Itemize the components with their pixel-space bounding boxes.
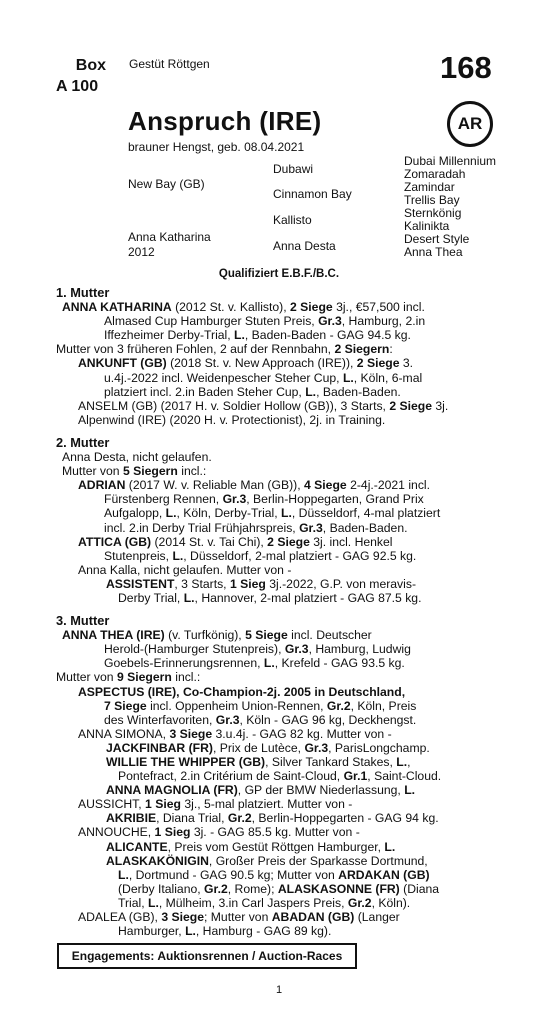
section-heading: 2. Mutter xyxy=(56,434,110,450)
horse-description: brauner Hengst, geb. 08.04.2021 xyxy=(128,140,305,154)
breeder-name: Gestüt Röttgen xyxy=(129,57,210,71)
text-line: ADRIAN (2017 W. v. Reliable Man (GB)), 4 Siege 2-4j.-2021 incl. xyxy=(78,478,431,493)
pedigree-g3: Dubai Millennium xyxy=(404,154,497,168)
pedigree-g2: Cinnamon Bay xyxy=(273,187,352,201)
lot-number: 168 xyxy=(440,50,492,85)
section-heading: 3. Mutter xyxy=(56,613,110,629)
engagements-box: Engagements: Auktionsrennen / Auction-Races xyxy=(57,943,357,969)
pedigree-g2: Kallisto xyxy=(273,213,312,227)
horse-name: Anspruch (IRE) xyxy=(128,106,322,136)
text-line: ANNA THEA (IRE) (v. Turfkönig), 5 Siege incl. Deutscher xyxy=(62,628,372,643)
text-line: u.4j.-2022 incl. Weidenpescher Steher Cup, L., Köln, 6-mal xyxy=(104,370,423,385)
text-line: des Winterfavoriten, Gr.3, Köln - GAG 96 kg, Deckhengst. xyxy=(104,712,417,727)
text-line: ANNA KATHARINA (2012 St. v. Kallisto), 2 Siege 3j., €57,500 incl. xyxy=(62,300,425,315)
pedigree-g3: Anna Thea xyxy=(404,245,463,259)
box-label: Box xyxy=(75,57,106,74)
text-line: Goebels-Erinnerungsrennen, L., Krefeld - GAG 93.5 kg. xyxy=(104,656,405,671)
text-line: ANKUNFT (GB) (2018 St. v. New Approach (IRE)), 2 Siege 3. xyxy=(78,356,414,371)
text-line: platziert incl. 2.in Baden Steher Cup, L., Baden-Baden. xyxy=(104,384,401,399)
text-line: ASPECTUS (IRE), Co-Champion-2j. 2005 in Deutschland, xyxy=(78,684,406,699)
text-line: ANNOUCHE, 1 Sieg 3j. - GAG 85.5 kg. Mutter von - xyxy=(78,825,360,840)
text-line: Mutter von 3 früheren Fohlen, 2 auf der Rennbahn, 2 Siegern: xyxy=(56,342,393,357)
text-line: Anna Desta, nicht gelaufen. xyxy=(62,450,212,465)
text-line: Hamburger, L., Hamburg - GAG 89 kg). xyxy=(118,924,332,939)
pedigree-dam-year: 2012 xyxy=(128,245,155,259)
text-line: 7 Siege incl. Oppenheim Union-Rennen, Gr.2, Köln, Preis xyxy=(104,698,417,713)
text-line: Trial, L., Mülheim, 3.in Carl Jaspers Preis, Gr.2, Köln). xyxy=(118,895,411,910)
text-line: Herold-(Hamburger Stutenpreis), Gr.3, Hamburg, Ludwig xyxy=(104,642,411,657)
pedigree-g3: Desert Style xyxy=(404,232,470,246)
pedigree-g2: Dubawi xyxy=(273,162,314,176)
text-line: L., Dortmund - GAG 90.5 kg; Mutter von ARDAKAN (GB) xyxy=(118,867,430,882)
box-code: A 100 xyxy=(56,78,99,95)
text-line: ALASKAKÖNIGIN, Großer Preis der Sparkasse Dortmund, xyxy=(106,853,428,868)
text-line: AKRIBIE, Diana Trial, Gr.2, Berlin-Hoppegarten - GAG 94 kg. xyxy=(106,811,439,826)
text-line: Aufgalopp, L., Köln, Derby-Trial, L., Düsseldorf, 4-mal platziert xyxy=(104,506,441,521)
text-line: ANNA SIMONA, 3 Siege 3.u.4j. - GAG 82 kg. Mutter von - xyxy=(78,726,392,741)
text-line: Iffezheimer Derby-Trial, L., Baden-Baden - GAG 94.5 kg. xyxy=(104,328,411,343)
text-line: Mutter von 9 Siegern incl.: xyxy=(56,670,201,685)
text-line: ANSELM (GB) (2017 H. v. Soldier Hollow (GB)), 3 Starts, 2 Siege 3j. xyxy=(78,398,449,413)
section-heading: 1. Mutter xyxy=(56,285,110,300)
qualification-note: Qualifiziert E.B.F./B.C. xyxy=(218,268,340,280)
text-line: Derby Trial, L., Hannover, 2-mal platziert - GAG 87.5 kg. xyxy=(118,590,422,605)
text-line: Fürstenberg Rennen, Gr.3, Berlin-Hoppegarten, Grand Prix xyxy=(104,492,424,507)
pedigree-g2: Anna Desta xyxy=(273,239,336,253)
pedigree-sire: New Bay (GB) xyxy=(128,177,205,191)
text-line: AUSSICHT, 1 Sieg 3j., 5-mal platziert. Mutter von - xyxy=(78,797,353,812)
text-line: JACKFINBAR (FR), Prix de Lutèce, Gr.3, ParisLongchamp. xyxy=(106,740,430,755)
text-line: Mutter von 5 Siegern incl.: xyxy=(62,464,207,479)
text-line: ADALEA (GB), 3 Siege; Mutter von ABADAN (GB) (Langer xyxy=(78,910,400,925)
text-line: Alpenwind (IRE) (2020 H. v. Protectionist), 2j. in Training. xyxy=(78,412,386,427)
text-line: Almased Cup Hamburger Stuten Preis, Gr.3, Hamburg, 2.in xyxy=(104,314,426,329)
text-line: Stutenpreis, L., Düsseldorf, 2-mal platziert - GAG 92.5 kg. xyxy=(104,548,417,563)
text-line: ASSISTENT, 3 Starts, 1 Sieg 3j.-2022, G.P. von meravis- xyxy=(106,576,417,591)
text-line: incl. 2.in Derby Trial Frühjahrspreis, Gr.3, Baden-Baden. xyxy=(104,520,408,535)
text-line: Pontefract, 2.in Critérium de Saint-Cloud, Gr.1, Saint-Cloud. xyxy=(118,769,442,784)
text-line: ANNA MAGNOLIA (FR), GP der BMW Niederlassung, L. xyxy=(106,783,416,798)
pedigree-g3: Trellis Bay xyxy=(404,193,460,207)
pedigree-dam: Anna Katharina xyxy=(128,230,211,244)
text-line: Anna Kalla, nicht gelaufen. Mutter von - xyxy=(78,562,292,577)
ar-badge: AR xyxy=(447,101,493,147)
pedigree-g3: Zamindar xyxy=(404,180,455,194)
pedigree-g3: Kalinikta xyxy=(404,219,450,233)
text-line: ALICANTE, Preis vom Gestüt Röttgen Hamburger, L. xyxy=(106,839,396,854)
pedigree-g3: Sternkönig xyxy=(404,206,462,220)
text-line: WILLIE THE WHIPPER (GB), Silver Tankard Stakes, L., xyxy=(106,755,411,769)
page-number: 1 xyxy=(275,984,283,996)
pedigree-g3: Zomaradah xyxy=(404,167,466,181)
text-line: (Derby Italiano, Gr.2, Rome); ALASKASONNE (FR) (Diana xyxy=(118,881,440,896)
family-text xyxy=(56,286,502,938)
text-line: ATTICA (GB) (2014 St. v. Tai Chi), 2 Siege 3j. incl. Henkel xyxy=(78,534,393,549)
